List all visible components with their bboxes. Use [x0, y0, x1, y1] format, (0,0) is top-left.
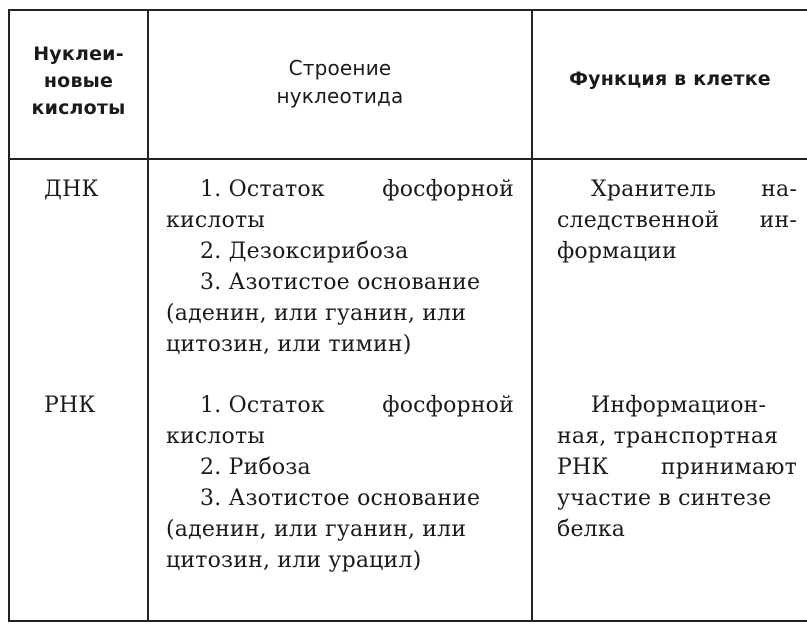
dna-function-line2-a: следственной	[557, 208, 720, 233]
table-top-border	[8, 9, 807, 11]
rna-function-line3-a: РНК	[557, 455, 609, 480]
rna-function-line3	[557, 452, 797, 483]
rna-function-line5: белка	[557, 517, 626, 542]
rna-structure-line1	[166, 390, 514, 421]
header-bottom-border	[8, 158, 807, 160]
header-col3-line1: Функция в клетке	[569, 68, 771, 90]
rna-function-line3-b: принимают	[660, 455, 797, 480]
dna-function-line1-a: Хранитель	[591, 177, 717, 202]
rna-function-line4: участие в синтезе	[557, 486, 772, 511]
rna-structure-line3: 2. Рибоза	[200, 455, 311, 480]
rna-function-line1: Информацион-	[591, 393, 767, 418]
row-rna-function	[557, 390, 797, 545]
header-cell-function	[533, 66, 807, 93]
dna-function-line2-b: ин-	[759, 208, 797, 233]
dna-function-line2	[557, 205, 797, 236]
dna-structure-line1	[166, 174, 514, 205]
header-col2-line1: Строение	[288, 56, 392, 80]
header-col1-line2: новые	[43, 70, 114, 92]
header-col1-line3: кислоты	[31, 97, 126, 119]
rna-structure-line6: цитозин, или урацил)	[166, 548, 422, 573]
rna-structure-item1-label: 1. Остаток	[200, 393, 325, 418]
dna-function-line3: формации	[557, 239, 677, 264]
rna-structure-line4: 3. Азотистое основание	[200, 486, 481, 511]
row-rna-structure	[166, 390, 514, 576]
row-dna-structure	[166, 174, 514, 360]
header-nucleotide-structure	[149, 54, 531, 110]
dna-structure-line2: кислоты	[166, 208, 266, 233]
dna-structure-line6: цитозин, или тимин)	[166, 332, 412, 357]
dna-function-line1	[557, 174, 797, 205]
header-col1-line1: Нуклеи-	[33, 43, 124, 65]
row-dna-function	[557, 174, 797, 267]
rna-function-line2: ная, транспортная	[557, 424, 779, 449]
column-divider-2	[531, 9, 533, 622]
rna-structure-line5: (аденин, или гуанин, или	[166, 517, 467, 542]
dna-function-line1-b: на-	[761, 177, 797, 202]
header-nucleic-acids	[10, 41, 147, 122]
dna-structure-item1-word: фосфорной	[382, 177, 514, 202]
row-dna-name: ДНК	[44, 177, 99, 202]
table-bottom-border	[8, 620, 807, 622]
dna-structure-line3: 2. Дезоксирибоза	[200, 239, 409, 264]
row-rna-name: РНК	[44, 393, 96, 418]
header-col2-line2: нуклеотида	[276, 84, 404, 108]
rna-structure-line2: кислоты	[166, 424, 266, 449]
rna-structure-item1-word: фосфорной	[382, 393, 514, 418]
dna-structure-item1-label: 1. Остаток	[200, 177, 325, 202]
dna-structure-line5: (аденин, или гуанин, или	[166, 301, 467, 326]
dna-structure-line4: 3. Азотистое основание	[200, 270, 481, 295]
